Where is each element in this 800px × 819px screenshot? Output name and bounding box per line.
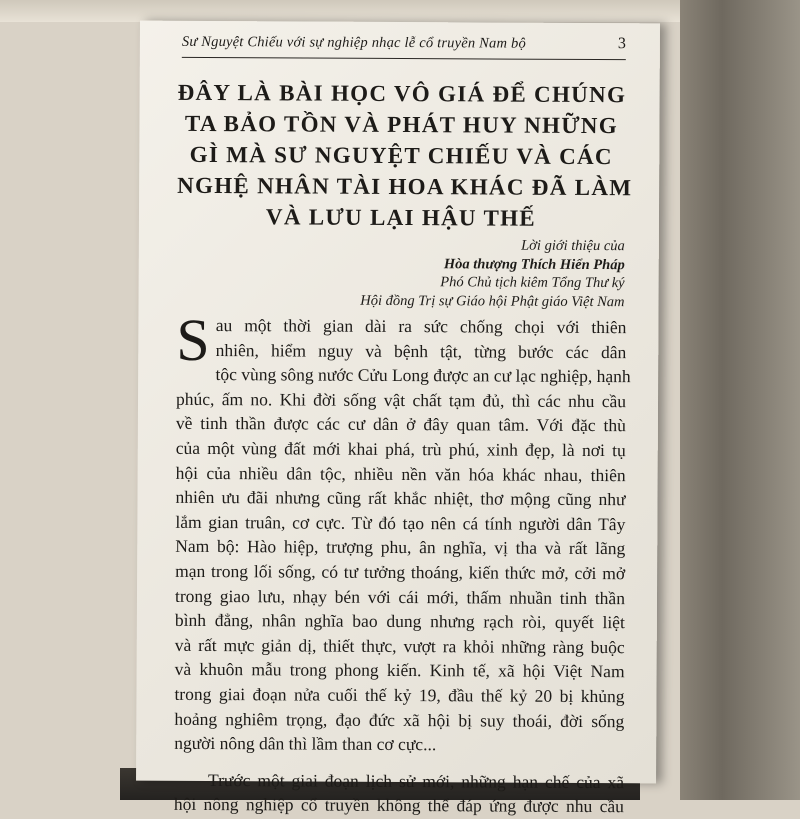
paragraph-1 [174,306,631,758]
body-line: về tinh thần được các cư dân ở đây quan tâm. Với đặc thù [175,413,626,436]
background-right-shadow [680,0,800,800]
intro-author: Hòa thượng Thích Hiển Pháp [443,255,625,273]
title-line: GÌ MÀ SƯ NGUYỆT CHIẾU VÀ CÁC [189,141,613,170]
body-line: mạn trong lối sống, có tư tưởng thoáng, kiến thức mở, cởi mở [175,560,626,584]
body-line: bình đẳng, nhân nghĩa bao dung nhưng rạch ròi, quyết liệt [174,609,625,633]
title-line: VÀ LƯU LẠI HẬU THẾ [265,204,537,231]
body-text [173,306,631,819]
body-line: và rất mực giản dị, thiết thực, vượt ra khỏi những ràng buộc [174,634,625,657]
body-line: người nông dân thì lầm than cơ cực... [174,732,437,755]
chapter-title [177,77,633,234]
body-line: trong giao lưu, nhạy bén với cái mới, thấm nhuần tinh thần [174,585,626,608]
body-line: au một thời gian dài ra sức chống chọi với thiên [215,315,627,338]
body-line: lắm gian truân, cơ cực. Từ đó tạo nên cá tính người dân Tây [175,511,626,534]
intro-role: Hội đồng Trị sự Giáo hội Phật giáo Việt Nam [360,292,625,310]
body-line: và khuôn mẫu trong phong kiến. Kinh tế, xã hội Việt Nam [174,659,625,682]
drop-cap: S [176,306,210,374]
body-line: Nam bộ: Hào hiệp, trượng phu, ân nghĩa, vị tha và rất lãng [175,536,626,559]
body-line: nhiên, hiểm nguy và bệnh tật, từng bước các dân [215,339,627,362]
body-line: Trước một giai đoạn lịch sử mới, những hạn chế của xã [207,769,625,792]
body-line: nhiên ưu đãi nhưng cũng rất khắc nhiệt, thơ mộng cũng như [175,486,626,510]
body-line: hội của nhiều dân tộc, nhiều nền văn hóa khác nhau, thiên [175,462,626,485]
paragraph-2 [174,768,624,819]
page-number: 3 [617,35,626,53]
title-line: TA BẢO TỒN VÀ PHÁT HUY NHỮNG [184,110,619,139]
body-line: phúc, ấm no. Khi đời sống vật chất tạm đủ, thì các nhu cầu [175,388,627,411]
body-line: của một vùng đất mới khai phá, trù phú, xinh đẹp, là nơi tụ [175,437,626,461]
running-header [182,33,626,60]
intro-role: Phó Chủ tịch kiêm Tổng Thư ký [440,274,625,292]
introduction-credit [360,236,625,311]
running-title: Sư Nguyệt Chiếu với sự nghiệp nhạc lễ cổ truyền Nam bộ [181,33,526,52]
title-line: NGHỆ NHÂN TÀI HOA KHÁC ĐÃ LÀM [177,172,633,201]
intro-line: Lời giới thiệu của [521,237,625,255]
body-line: hội nông nghiệp cổ truyền không thể đáp ứng được nhu cầu [173,794,624,817]
body-line: trong giai đoạn nửa cuối thế kỷ 19, đầu thế kỷ 20 bị khủng [174,683,625,707]
body-line: hoảng nghiêm trọng, đạo đức xã hội bị suy thoái, đời sống [174,708,625,731]
title-line: ĐÂY LÀ BÀI HỌC VÔ GIÁ ĐỂ CHÚNG [177,79,627,108]
book-page [136,21,660,817]
body-line: tộc vùng sông nước Cửu Long được an cư lạc nghiệp, hạnh [215,364,631,387]
